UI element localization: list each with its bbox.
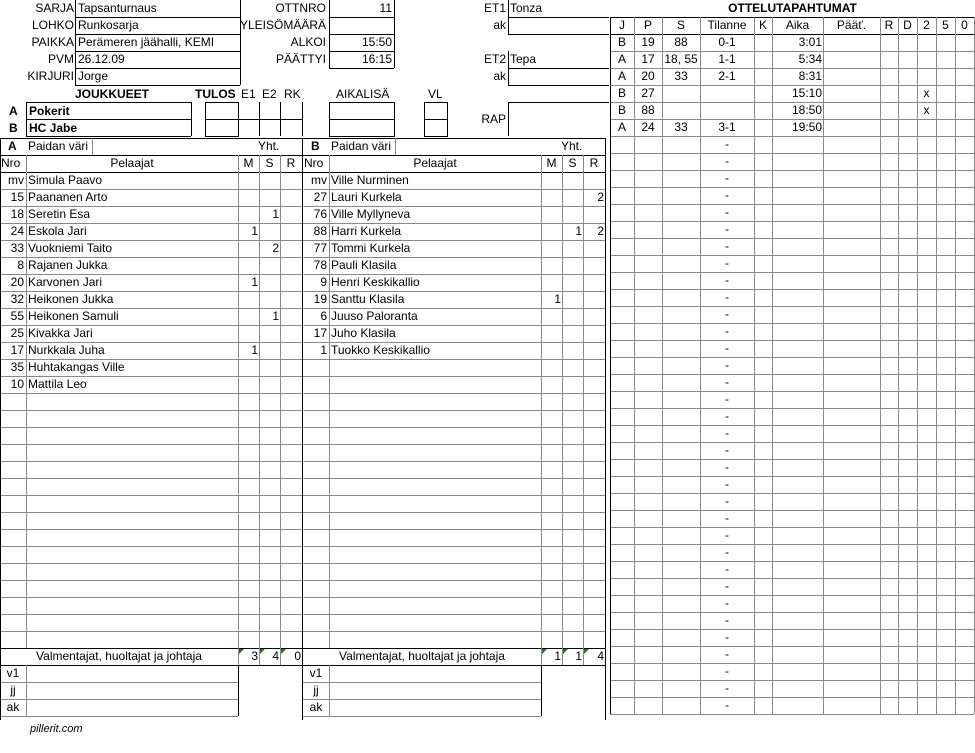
events-header-aika: Aika [785,18,810,32]
pvm-value[interactable]: 26.12.09 [78,52,125,66]
player-assists[interactable]: 1 [575,224,582,238]
player-goals[interactable]: 1 [251,275,258,289]
player-name[interactable]: Harri Kurkela [331,224,402,238]
event-score-empty[interactable]: - [725,528,729,542]
team-b-letter: B [9,121,18,135]
staff-label: Valmentajat, huoltajat ja johtaja [339,649,505,663]
event-player[interactable]: 27 [641,86,655,100]
player-number[interactable]: 27 [313,190,327,204]
event-team[interactable]: B [617,86,626,100]
ottnro-value[interactable]: 11 [379,1,392,15]
total-goals: 1 [554,649,561,663]
aikalisa-b[interactable] [329,119,395,137]
player-number[interactable]: 1 [320,343,327,357]
event-score-empty[interactable]: - [725,273,729,287]
penalties-header: R [286,156,296,170]
player-number[interactable]: 9 [320,275,327,289]
events-header-d: D [903,18,912,32]
lohko-label: LOHKO [31,18,74,32]
staff-v1-label: v1 [309,666,323,680]
events-header-c2: 2 [923,18,930,32]
event-score-empty[interactable]: - [725,681,729,695]
event-team[interactable]: A [617,120,626,134]
event-score-empty[interactable]: - [725,545,729,559]
player-penalties[interactable]: 2 [597,190,604,204]
ak1-label: ak [493,18,506,32]
joukkueet-label: JOUKKUEET [75,87,150,101]
player-number[interactable]: 25 [10,326,24,340]
nro-header: Nro [304,156,324,170]
event-player[interactable]: 88 [641,103,655,117]
player-number[interactable]: mv [311,173,327,187]
staff-ak-label: ak [309,700,323,714]
event-score-empty[interactable]: - [725,511,729,525]
player-assists[interactable]: 1 [272,309,279,323]
yleiso-label: YLEISÖMÄÄRÄ [240,18,327,32]
player-name[interactable]: Tommi Kurkela [331,241,411,255]
player-name[interactable]: Rajanen Jukka [28,258,108,272]
alkoi-label: ALKOI [290,35,326,49]
team-letter: A [8,139,17,153]
team-a-letter: A [9,104,18,118]
footer-credit: pillerit.com [30,723,83,735]
player-number[interactable]: 33 [10,241,24,255]
totals-label: Yht. [258,139,280,153]
player-number[interactable]: 24 [10,224,24,238]
player-assists[interactable]: 2 [272,241,279,255]
player-name[interactable]: Juho Klasila [331,326,396,340]
total-assists: 1 [575,649,582,663]
paikka-value[interactable]: Perämeren jäähalli, KEMI [78,35,215,49]
goals-header: M [243,156,254,170]
event-team[interactable]: A [617,69,626,83]
event-score-empty[interactable]: - [725,137,729,151]
team-b-name[interactable]: HC Jabe [29,121,78,135]
events-header-paat: Pääť. [836,18,867,32]
events-header-r: R [884,18,894,32]
event-player[interactable]: 19 [641,35,655,49]
player-number[interactable]: 55 [10,309,24,323]
event-score-empty[interactable]: - [725,494,729,508]
player-name[interactable]: Santtu Klasila [331,292,405,306]
player-number[interactable]: 17 [10,343,24,357]
player-number[interactable]: mv [8,173,24,187]
et1-value[interactable]: Tonza [510,1,543,15]
tulos-label: TULOS [195,87,236,101]
player-name[interactable]: Tuokko Keskikallio [331,343,430,357]
event-score-empty[interactable]: - [725,579,729,593]
event-time[interactable]: 19:50 [791,120,822,134]
total-assists: 4 [272,649,279,663]
player-number[interactable]: 15 [10,190,24,204]
player-number[interactable]: 18 [10,207,24,221]
assists-header: S [265,156,274,170]
goals-header: M [546,156,557,170]
player-goals[interactable]: 1 [554,292,561,306]
staff-ak-label: ak [6,700,20,714]
shirt-color-label: Paidan väri [331,139,392,153]
player-number[interactable]: 17 [313,326,327,340]
player-name[interactable]: Ville Myllyneva [331,207,411,221]
player-goals[interactable]: 1 [251,343,258,357]
event-player[interactable]: 24 [641,120,655,134]
aikalisa-a[interactable] [329,102,395,120]
staff-v1-label: v1 [6,666,20,680]
nro-header: Nro [1,156,21,170]
event-time[interactable]: 15:10 [791,86,822,100]
pvm-label: PVM [47,52,74,66]
player-number[interactable]: 8 [17,258,24,272]
player-assists[interactable]: 1 [272,207,279,221]
player-name[interactable]: Huhtakangas Ville [28,360,125,374]
vl-label: VL [428,87,443,101]
e1-label: E1 [241,87,256,101]
player-number[interactable]: 77 [313,241,327,255]
team-letter: B [311,139,320,153]
events-header-k: K [758,18,767,32]
player-name[interactable]: Eskola Jari [28,224,87,238]
staff-label: Valmentajat, huoltajat ja johtaja [36,649,202,663]
player-number[interactable]: 88 [313,224,327,238]
event-score-empty[interactable]: - [725,664,729,678]
player-number[interactable]: 35 [10,360,24,374]
event-score-empty[interactable]: - [725,307,729,321]
players-header: Pelaajat [413,156,457,170]
events-header-s: S [676,18,685,32]
event-score-empty[interactable]: - [725,154,729,168]
total-goals: 3 [251,649,258,663]
lohko-value[interactable]: Runkosarja [78,18,139,32]
aikalisa-label: AIKALISÄ [336,87,390,101]
penalties-header: R [589,156,599,170]
player-number[interactable]: 6 [320,309,327,323]
event-score-empty[interactable]: - [725,647,729,661]
sarja-value[interactable]: Tapsanturnaus [78,1,157,15]
event-score-empty[interactable]: - [725,613,729,627]
events-header-c5: 5 [942,18,949,32]
events-header-j: J [619,18,625,32]
event-score-empty[interactable]: - [725,290,729,304]
player-name[interactable]: Kivakka Jari [28,326,93,340]
tulos-a[interactable] [205,102,239,120]
events-title: OTTELUTAPAHTUMAT [728,1,857,15]
event-score-empty[interactable]: - [725,426,729,440]
paattyi-value[interactable]: 16:15 [361,52,392,66]
event-team[interactable]: B [617,35,626,49]
tulos-b[interactable] [205,119,239,137]
team-a-name[interactable]: Pokerit [29,104,70,118]
event-score-empty[interactable]: - [725,477,729,491]
player-name[interactable]: Heikonen Samuli [28,309,119,323]
event-2min-mark[interactable]: x [923,86,930,100]
event-score-empty[interactable]: - [725,171,729,185]
event-time[interactable]: 5:34 [798,52,822,66]
player-number[interactable]: 78 [313,258,327,272]
event-assists[interactable]: 88 [674,35,688,49]
event-score-empty[interactable]: - [725,375,729,389]
event-player[interactable]: 17 [641,52,655,66]
player-name[interactable]: Paananen Arto [28,190,108,204]
player-number[interactable]: 76 [313,207,327,221]
event-score-empty[interactable]: - [725,596,729,610]
event-time[interactable]: 8:31 [798,69,822,83]
event-score[interactable]: 2-1 [718,69,736,83]
ak2-label: ak [493,69,506,83]
kirjuri-label: KIRJURI [27,69,74,83]
player-name[interactable]: Pauli Klasila [331,258,397,272]
e2-label: E2 [262,87,277,101]
ottnro-label: OTTNRO [275,1,326,15]
player-name[interactable]: Vuokniemi Taito [28,241,113,255]
player-name[interactable]: Lauri Kurkela [331,190,402,204]
event-team[interactable]: B [617,103,626,117]
event-score-empty[interactable]: - [725,358,729,372]
kirjuri-value[interactable]: Jorge [78,69,109,83]
player-number[interactable]: 32 [10,292,24,306]
assists-header: S [568,156,577,170]
event-score-empty[interactable]: - [725,630,729,644]
player-name[interactable]: Henri Keskikallio [331,275,420,289]
event-score[interactable]: 0-1 [718,35,736,49]
event-score-empty[interactable]: - [725,562,729,576]
event-score[interactable]: 1-1 [718,52,736,66]
player-name[interactable]: Ville Nurminen [331,173,409,187]
event-2min-mark[interactable]: x [923,103,930,117]
events-header-tilanne: Tilanne [707,18,747,32]
event-score-empty[interactable]: - [725,409,729,423]
et2-value[interactable]: Tepa [510,52,537,66]
paikka-label: PAIKKA [31,35,74,49]
events-header-p: P [643,18,652,32]
player-name[interactable]: Mattila Leo [28,377,87,391]
vl-b[interactable] [424,119,448,137]
player-number[interactable]: 10 [10,377,24,391]
event-score[interactable]: 3-1 [718,120,736,134]
player-name[interactable]: Seretin Esa [28,207,91,221]
event-assists[interactable]: 33 [674,69,688,83]
vl-a[interactable] [424,102,448,120]
event-score-empty[interactable]: - [725,188,729,202]
events-header-c0: 0 [961,18,968,32]
event-score-empty[interactable]: - [725,392,729,406]
player-name[interactable]: Nurkkala Juha [28,343,105,357]
event-time[interactable]: 18:50 [791,103,822,117]
event-score-empty[interactable]: - [725,239,729,253]
et2-label: ET2 [483,52,506,66]
player-name[interactable]: Simula Paavo [28,173,103,187]
player-number[interactable]: 19 [313,292,327,306]
alkoi-value[interactable]: 15:50 [361,35,392,49]
rap-label: RAP [481,112,506,126]
player-goals[interactable]: 1 [251,224,258,238]
total-penalties: 0 [294,649,301,663]
event-score-empty[interactable]: - [725,443,729,457]
et1-label: ET1 [483,1,506,15]
event-player[interactable]: 20 [641,69,655,83]
event-team[interactable]: A [617,52,626,66]
event-assists[interactable]: 18, 55 [664,52,698,66]
staff-jj-label: jj [10,683,16,697]
players-header: Pelaajat [110,156,154,170]
totals-label: Yht. [561,139,583,153]
player-penalties[interactable]: 2 [597,224,604,238]
staff-jj-label: jj [313,683,319,697]
player-name[interactable]: Karvonen Jari [28,275,103,289]
event-assists[interactable]: 33 [674,120,688,134]
shirt-color-label: Paidan väri [28,139,89,153]
total-penalties: 4 [597,649,604,663]
rk-label: RK [284,87,301,101]
event-score-empty[interactable]: - [725,222,729,236]
paattyi-label: PÄÄTTYI [275,52,326,66]
event-time[interactable]: 3:01 [798,35,822,49]
event-score-empty[interactable]: - [725,341,729,355]
player-name[interactable]: Heikonen Jukka [28,292,114,306]
event-score-empty[interactable]: - [725,205,729,219]
event-score-empty[interactable]: - [725,698,729,712]
event-score-empty[interactable]: - [725,460,729,474]
event-score-empty[interactable]: - [725,324,729,338]
player-number[interactable]: 20 [10,275,24,289]
event-score-empty[interactable]: - [725,256,729,270]
sarja-label: SARJA [35,1,74,15]
player-name[interactable]: Juuso Paloranta [331,309,418,323]
